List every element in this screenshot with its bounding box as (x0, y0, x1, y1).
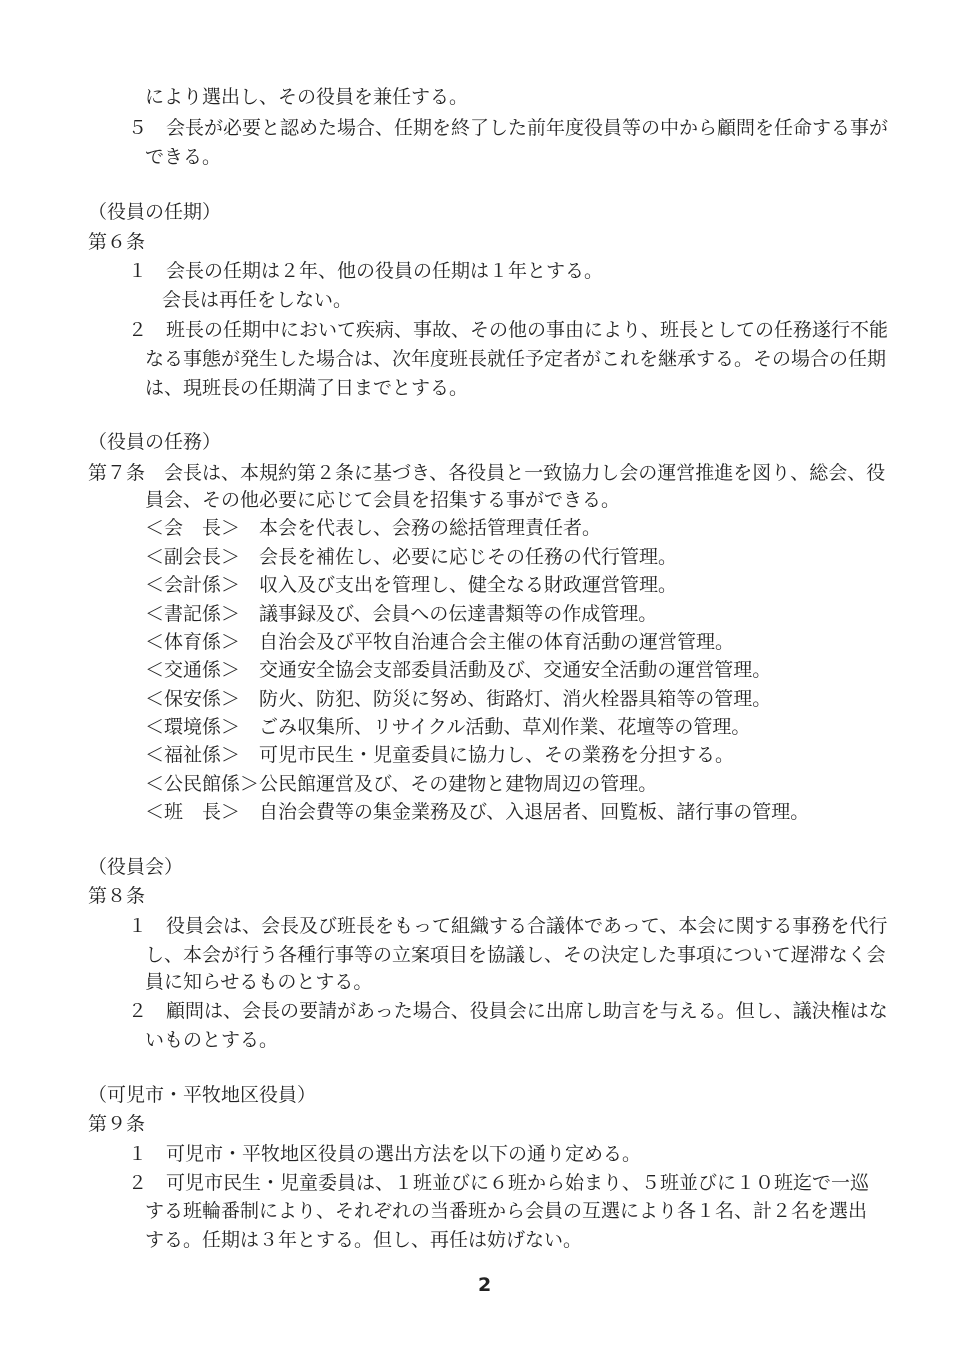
duty-group-leader: ＜班 長＞ 自治会費等の集金業務及び、入退居者、回覧板、諸行事の管理。 (145, 801, 810, 823)
article6-heading: （役員の任期） (88, 201, 222, 223)
article8-title: 第８条 (88, 885, 146, 907)
article6-item2-line3: は、現班長の任期満了日までとする。 (145, 377, 469, 399)
article8-item2-line2: いものとする。 (145, 1029, 279, 1051)
article9-item2-line1: ２ 可児市民生・児童委員は、１班並びに６班から始まり、５班並びに１０班迄で一巡 (128, 1172, 870, 1194)
article6-item2-line2: なる事態が発生した場合は、次年度班長就任予定者がこれを継承する。その場合の任期 (145, 348, 887, 370)
article6-item2-line1: ２ 班長の任期中において疾病、事故、その他の事由により、班長としての任務遂行不能 (128, 319, 889, 341)
duty-traffic: ＜交通係＞ 交通安全協会支部委員活動及び、交通安全活動の運営管理。 (145, 659, 772, 681)
article9-heading: （可児市・平牧地区役員） (88, 1084, 317, 1106)
article9-item1: １ 可児市・平牧地区役員の選出方法を以下の通り定める。 (128, 1143, 642, 1165)
continuation-text: により選出し、その役員を兼任する。 (145, 86, 469, 108)
article8-heading: （役員会） (88, 856, 184, 878)
page-number: 2 (478, 1274, 492, 1296)
article8-item1-line3: 員に知らせるものとする。 (145, 971, 373, 993)
article6-item1-line1: １ 会長の任期は２年、他の役員の任期は１年とする。 (128, 260, 604, 282)
duty-security: ＜保安係＞ 防火、防犯、防災に努め、街路灯、消火栓器具箱等の管理。 (145, 688, 772, 710)
duty-vice-president: ＜副会長＞ 会長を補佐し、必要に応じその任務の代行管理。 (145, 546, 678, 568)
article9-item2-line3: する。任期は３年とする。但し、再任は妨げない。 (145, 1229, 583, 1251)
article7-title-line1: 第７条 会長は、本規約第２条に基づき、各役員と一致協力し会の運営推進を図り、総会、役 (88, 462, 886, 484)
article9-title: 第９条 (88, 1113, 146, 1135)
article6-title: 第６条 (88, 231, 146, 253)
article5-item5-line1: ５ 会長が必要と認めた場合、任期を終了した前年度役員等の中から顧問を任命する事が (128, 117, 889, 139)
duty-community-hall: ＜公民館係＞公民館運営及び、その建物と建物周辺の管理。 (145, 773, 658, 795)
article7-heading: （役員の任務） (88, 431, 222, 453)
duty-secretary: ＜書記係＞ 議事録及び、会員への伝達書類等の作成管理。 (145, 603, 658, 625)
article8-item2-line1: ２ 顧問は、会長の要請があった場合、役員会に出席し助言を与える。但し、議決権はな (128, 1000, 888, 1022)
article7-title-line2: 員会、その他必要に応じて会員を招集する事ができる。 (145, 489, 621, 511)
duty-welfare: ＜福祉係＞ 可児市民生・児童委員に協力し、その業務を分担する。 (145, 744, 735, 766)
duty-sports: ＜体育係＞ 自治会及び平牧自治連合会主催の体育活動の運営管理。 (145, 631, 735, 653)
article8-item1-line2: し、本会が行う各種行事等の立案項目を協議し、その決定した事項について遅滞なく会 (145, 944, 886, 966)
duty-president: ＜会 長＞ 本会を代表し、会務の総括管理責任者。 (145, 517, 602, 539)
article6-item1-line2: 会長は再任をしない。 (162, 289, 353, 311)
article8-item1-line1: １ 役員会は、会長及び班長をもって組織する合議体であって、本会に関する事務を代行 (128, 915, 888, 937)
article9-item2-line2: する班輪番制により、それぞれの当番班から会員の互選により各１名、計２名を選出 (145, 1200, 868, 1222)
duty-environment: ＜環境係＞ ごみ収集所、リサイクル活動、草刈作業、花壇等の管理。 (145, 716, 751, 738)
duty-treasurer: ＜会計係＞ 収入及び支出を管理し、健全なる財政運営管理。 (145, 574, 678, 596)
article5-item5-line2: できる。 (145, 146, 222, 168)
